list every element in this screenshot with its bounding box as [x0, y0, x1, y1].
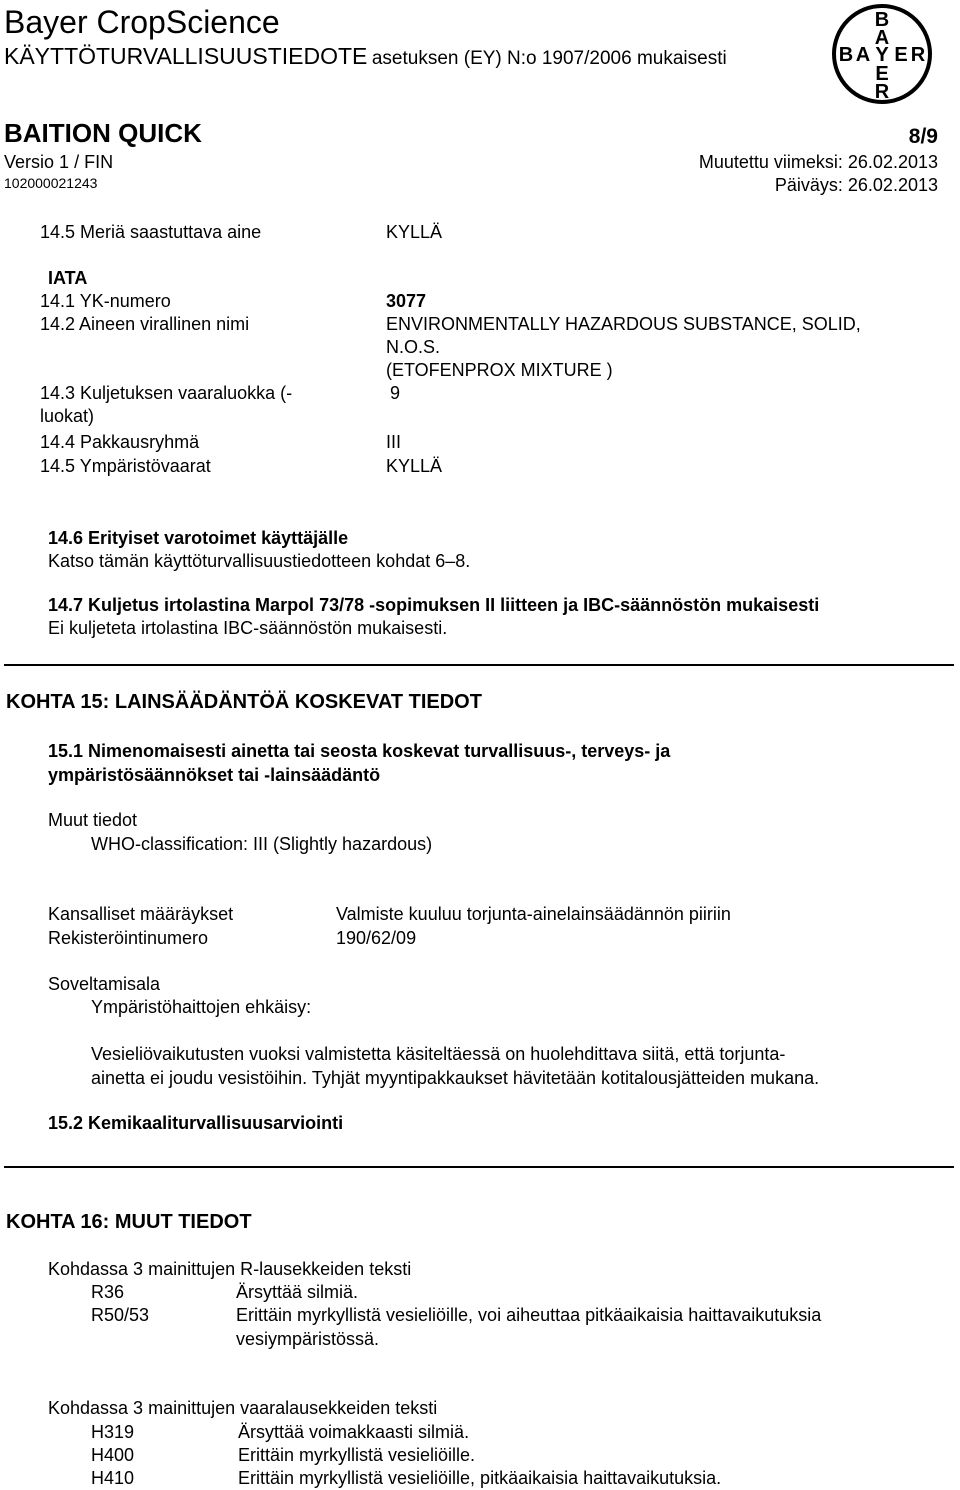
document-title-main: KÄYTTÖTURVALLISUUSTIEDOTE: [4, 43, 368, 69]
r-phrase-text: Erittäin myrkyllistä vesieliöille, voi aiheuttaa pitkäaikaisia haittavaikutuksia: [236, 1305, 822, 1325]
r-phrase-text: vesiympäristössä.: [236, 1329, 380, 1349]
environmental-prevention-label: Ympäristöhaittojen ehkäisy:: [91, 997, 312, 1017]
page-number: 8/9: [908, 125, 938, 148]
r-phrase-text: Ärsyttää silmiä.: [236, 1282, 359, 1302]
other-info-label: Muut tiedot: [48, 810, 138, 830]
section-14-6-title: 14.6 Erityiset varotoimet käyttäjälle: [48, 528, 349, 548]
national-regulations-value: Valmiste kuuluu torjunta-ainelainsäädännön piiriin: [336, 904, 731, 924]
section-15-2-title: 15.2 Kemikaaliturvallisuusarviointi: [48, 1113, 344, 1133]
logo-letter: A: [855, 44, 871, 66]
registration-number-label: Rekisteröintinumero: [48, 928, 209, 948]
document-title-sub: asetuksen (EY) N:o 1907/2006 mukaisesti: [371, 48, 727, 69]
r-phrase-code: R50/53: [91, 1305, 150, 1325]
section-15-title: KOHTA 15: LAINSÄÄDÄNTÖÄ KOSKEVAT TIEDOT: [6, 691, 482, 713]
section-divider: [4, 664, 954, 666]
hazard-class-label: 14.3 Kuljetuksen vaaraluokka (-: [40, 383, 293, 403]
r-phrases-intro: Kohdassa 3 mainittujen R-lausekkeiden teksti: [48, 1259, 412, 1279]
scope-label: Soveltamisala: [48, 974, 161, 994]
packing-group-label: 14.4 Pakkausryhmä: [40, 432, 200, 452]
un-number-value: 3077: [386, 291, 427, 311]
section-14-7-text: Ei kuljeteta irtolastina IBC-säännöstön mukaisesti.: [48, 618, 448, 638]
h-statements-intro: Kohdassa 3 mainittujen vaaralausekkeiden teksti: [48, 1398, 438, 1418]
h-statement-text: Erittäin myrkyllistä vesieliöille.: [238, 1445, 476, 1465]
r-phrase-code: R36: [91, 1282, 125, 1302]
hazard-class-value: 9: [390, 383, 401, 403]
shipping-name-label: 14.2 Aineen virallinen nimi: [40, 314, 250, 334]
shipping-name-value: ENVIRONMENTALLY HAZARDOUS SUBSTANCE, SOLID,: [386, 314, 861, 334]
logo-letter: R: [910, 44, 926, 66]
shipping-name-value: (ETOFENPROX MIXTURE ): [386, 360, 613, 380]
marine-pollutant-value: KYLLÄ: [386, 222, 443, 242]
logo-letter: B: [874, 9, 890, 31]
h-statement-code: H400: [91, 1445, 135, 1465]
logo-letter: E: [875, 63, 889, 85]
section-15-1-title: ympäristösäännökset tai -lainsäädäntö: [48, 765, 381, 785]
version-number: 1: [59, 152, 70, 172]
iata-title: IATA: [48, 268, 88, 288]
h-statement-code: H319: [91, 1422, 135, 1442]
document-number: 102000021243: [4, 175, 98, 191]
logo-letter: E: [894, 44, 908, 66]
version-line: [4, 153, 113, 171]
section-14-6-text: Katso tämän käyttöturvallisuustiedotteen kohdat 6–8.: [48, 551, 471, 571]
un-number-label: 14.1 YK-numero: [40, 291, 171, 311]
logo-letter: Y: [875, 44, 889, 66]
shipping-name-value: N.O.S.: [386, 337, 441, 357]
section-15-1-title: 15.1 Nimenomaisesti ainetta tai seosta koskevat turvallisuus-, terveys- ja: [48, 741, 671, 761]
marine-pollutant-label: 14.5 Meriä saastuttava aine: [40, 222, 262, 242]
document-title: [4, 45, 727, 68]
hazard-class-label: luokat): [40, 406, 95, 426]
logo-letter: B: [838, 44, 854, 66]
issue-date: Päiväys: 26.02.2013: [774, 175, 938, 195]
registration-number-value: 190/62/09: [336, 928, 417, 948]
version-separator: /: [74, 152, 80, 172]
h-statement-code: H410: [91, 1468, 135, 1488]
environmental-prevention-text: Vesieliövaikutusten vuoksi valmistetta käsiteltäessä on huolehdittava siitä, että torjunta-: [91, 1044, 786, 1064]
environmental-hazards-value: KYLLÄ: [386, 456, 443, 476]
packing-group-value: III: [386, 432, 402, 452]
national-regulations-label: Kansalliset määräykset: [48, 904, 234, 924]
company-name: Bayer CropScience: [4, 4, 280, 40]
section-16-title: KOHTA 16: MUUT TIEDOT: [6, 1211, 252, 1233]
section-divider: [4, 1166, 954, 1168]
section-14-7-title: 14.7 Kuljetus irtolastina Marpol 73/78 -sopimuksen II liitteen ja IBC-säännöstön mukaisesti: [48, 595, 820, 615]
environmental-hazards-label: 14.5 Ympäristövaarat: [40, 456, 211, 476]
h-statement-text: Ärsyttää voimakkaasti silmiä.: [238, 1422, 470, 1442]
who-classification: WHO-classification: III (Slightly hazardous): [91, 834, 433, 854]
modified-date: Muutettu viimeksi: 26.02.2013: [698, 152, 938, 172]
h-statement-text: Erittäin myrkyllistä vesieliöille, pitkäaikaisia haittavaikutuksia.: [238, 1468, 722, 1488]
version-label: Versio: [4, 152, 55, 172]
environmental-prevention-text: ainetta ei joudu vesistöihin. Tyhjät myyntipakkaukset hävitetään kotitalousjätteiden mukana.: [91, 1068, 820, 1088]
logo-letter: A: [874, 27, 890, 49]
version-language: FIN: [84, 152, 114, 172]
product-name: BAITION QUICK: [4, 118, 202, 148]
logo-letter: R: [874, 81, 890, 103]
bayer-logo: [830, 2, 934, 106]
